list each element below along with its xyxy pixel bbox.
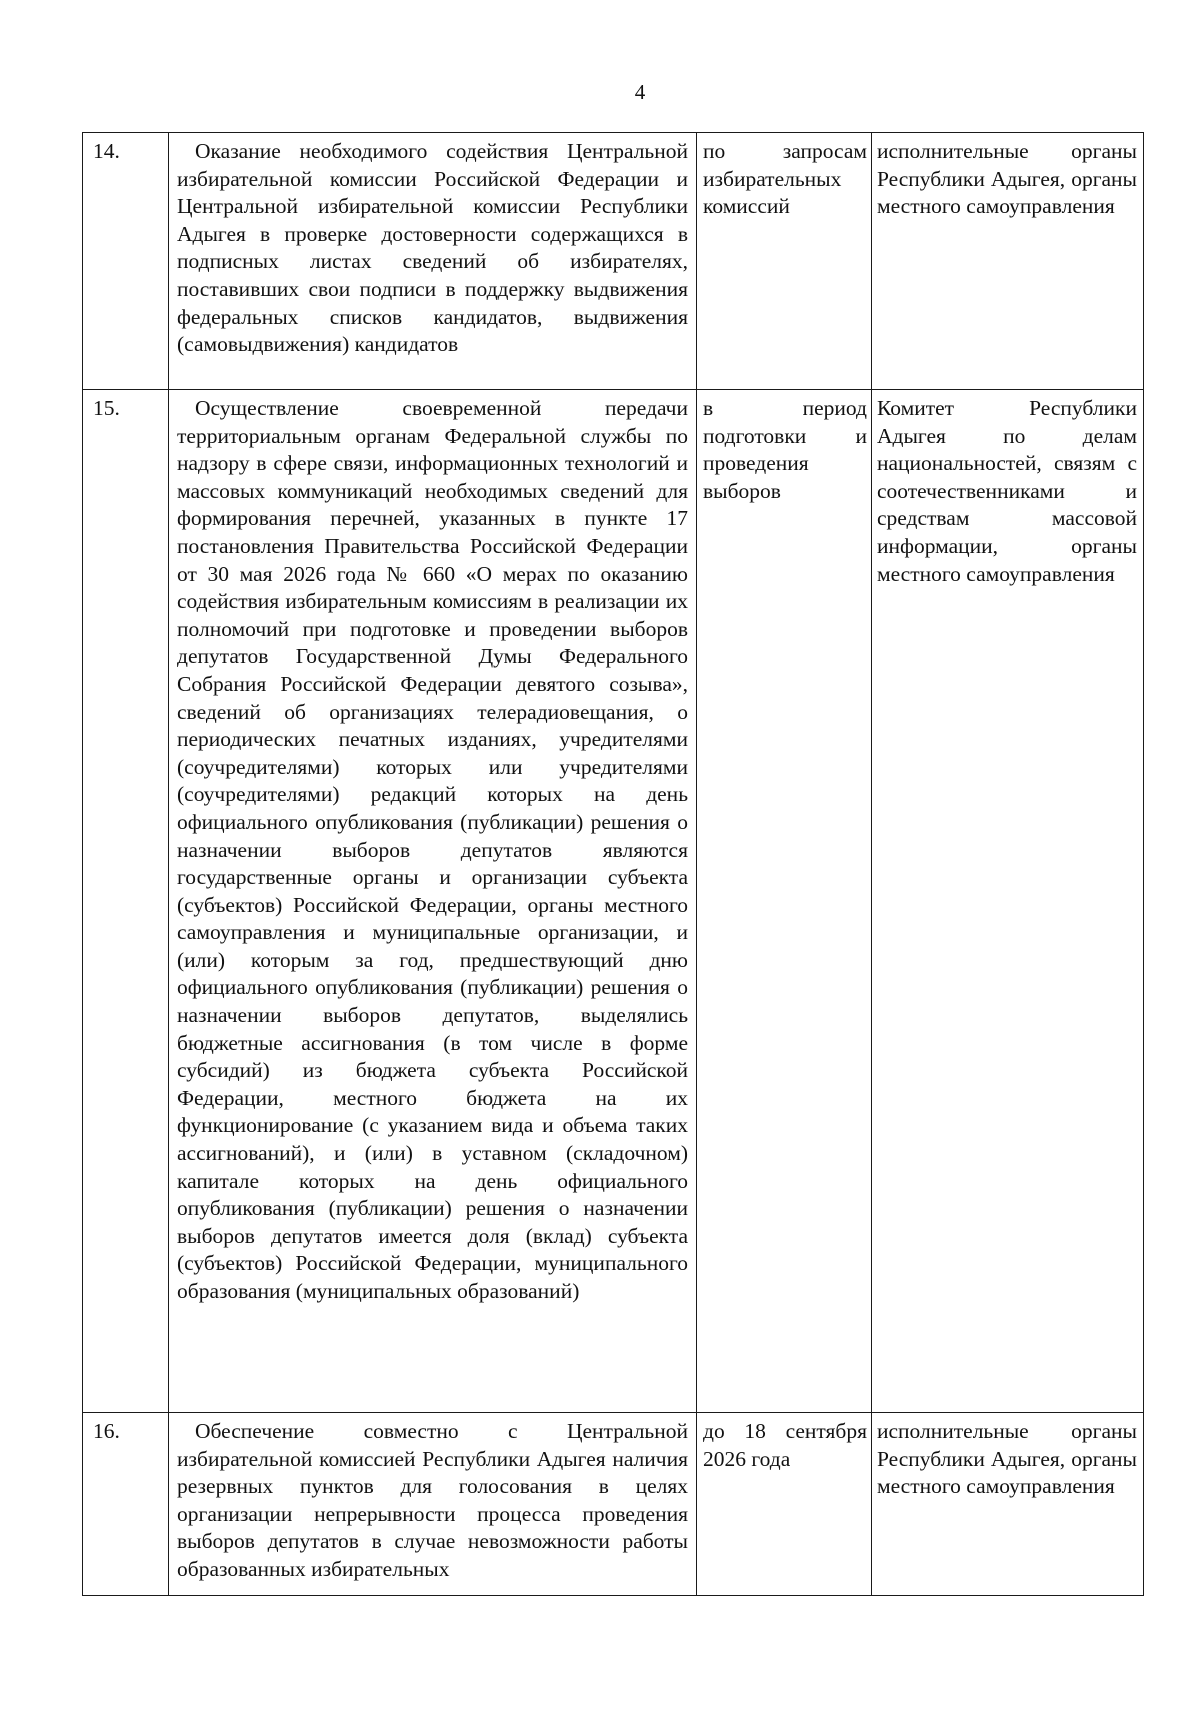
page-number: 4 [634, 80, 646, 104]
row-number: 15. [83, 390, 169, 1413]
row-description: Осуществление своевременной передачи территориальным органам Федеральной службы по надзору в сфере связи, информационных технологий и массовых коммуникаций необходимых сведений для формирования перечней, указанных в пункте 17 постановления Правительства Российской Федерации от 30 мая 2026 года № 660 «О мерах по оказанию содействия избирательным комиссиям в реализации их полномочий при подготовке и проведении выборов депутатов Государственной Думы Федерального Собрания Российской Федерации девятого созыва», сведений об организациях телерадиовещания, о периодических печатных изданиях, учредителями (соучредителями) которых или учредителями (соучредителями) редакций которых на день официального опубликования (публикации) решения о назначении выборов депутатов являются государственные органы и организации субъекта (субъектов) Российской Федерации, органы местного самоуправления и муниципальные организации, и (или) которым за год, предшествующий дню официального опубликования (публикации) решения о назначении выборов депутатов, выделялись бюджетные ассигнования (в том числе в форме субсидий) из бюджета субъекта Российской Федерации, местного бюджета на их функционирование (с указанием вида и объема таких ассигнований), и (или) в уставном (складочном) капитале которых на день официального опубликования (публикации) решения о назначении выборов депутатов имеется доля (вклад) субъекта (субъектов) Российской Федерации, муниципального образования (муниципальных образований) [169, 390, 697, 1413]
row-executor: исполнительные органы Республики Адыгея, органы местного самоуправления [872, 133, 1144, 390]
table-row [83, 390, 1144, 1413]
row-term: в период подготовки и проведения выборов [697, 390, 872, 1413]
row-number: 14. [83, 133, 169, 390]
measures-table [82, 132, 1144, 1596]
table-row [83, 133, 1144, 390]
row-description: Обеспечение совместно с Центральной избирательной комиссией Республики Адыгея наличия резервных пунктов для голосования в целях организации непрерывности процесса проведения выборов депутатов в случае невозможности работы образованных избирательных [169, 1413, 697, 1596]
row-executor: Комитет Республики Адыгея по делам национальностей, связям с соотечественниками и средствам массовой информации, органы местного самоуправления [872, 390, 1144, 1413]
row-number: 16. [83, 1413, 169, 1596]
row-description: Оказание необходимого содействия Центральной избирательной комиссии Российской Федерации и Центральной избирательной комиссии Республики Адыгея в проверке достоверности содержащихся в подписных листах сведений об избирателях, поставивших свои подписи в поддержку выдвижения федеральных списков кандидатов, выдвижения (самовыдвижения) кандидатов [169, 133, 697, 390]
row-term: до 18 сентября 2026 года [697, 1413, 872, 1596]
table-row [83, 1413, 1144, 1596]
row-executor: исполнительные органы Республики Адыгея, органы местного самоуправления [872, 1413, 1144, 1596]
row-term: по запросам избирательных комиссий [697, 133, 872, 390]
